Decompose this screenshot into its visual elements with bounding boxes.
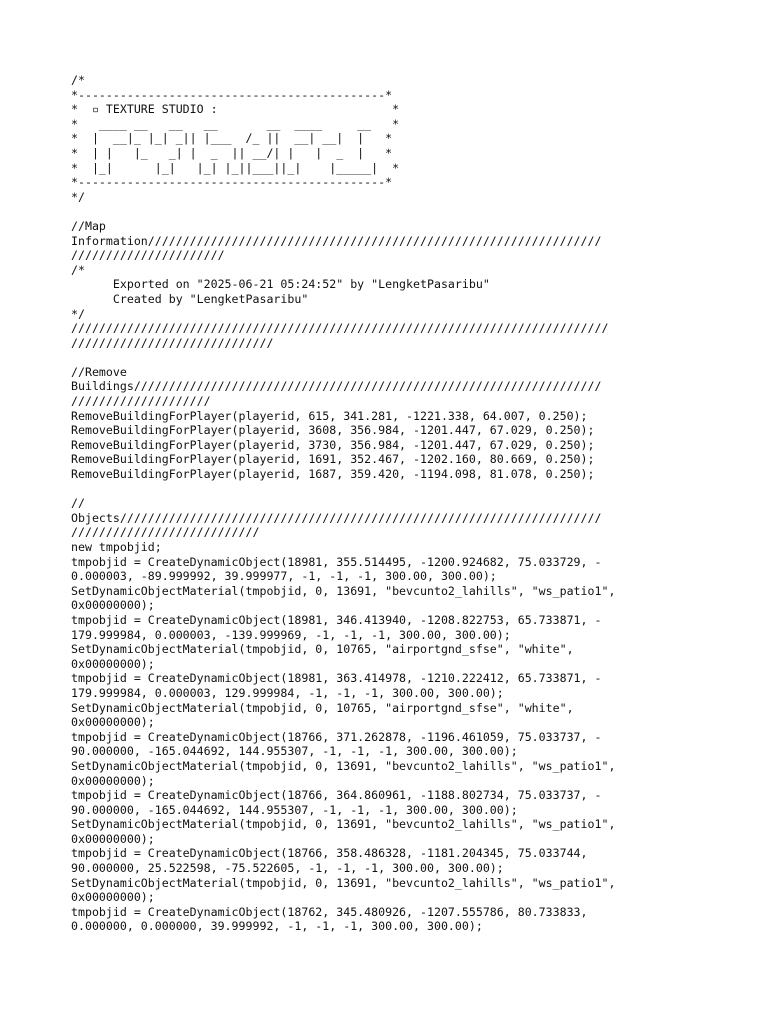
header-comment-block: [71, 73, 711, 204]
code-line: */: [71, 306, 85, 321]
code-line: SetDynamicObjectMaterial(tmpobjid, 0, 13691, "bevcunto2_lahills", "ws_patio1",: [71, 817, 616, 832]
code-line: 90.000000, 25.522598, -75.522605, -1, -1, -1, 300.00, 300.00);: [71, 861, 504, 876]
code-line: RemoveBuildingForPlayer(playerid, 3730, 356.984, -1201.447, 67.029, 0.250);: [71, 437, 595, 452]
code-line: * | __|_ |_| _|| |___ /_ || __| __| | *: [71, 131, 393, 146]
code-line: new tmpobjid;: [71, 540, 162, 554]
code-line: *--------------------------------------------*: [71, 87, 393, 102]
code-line: Buildings///////////////////////////////////////////////////////////////////: [71, 379, 602, 394]
code-line: ////////////////////: [71, 394, 211, 409]
code-line: tmpobjid = CreateDynamicObject(18981, 346.413940, -1208.822753, 65.733871, -: [71, 612, 602, 627]
code-line: 90.000000, -165.044692, 144.955307, -1, -1, -1, 300.00, 300.00);: [71, 802, 518, 817]
code-line: 0x00000000);: [71, 598, 155, 613]
code-line: * ____ __ __ __ __ ____ __ *: [71, 116, 400, 131]
code-line: 0x00000000);: [71, 773, 155, 788]
remove-buildings-section: [71, 365, 711, 482]
code-line: Information/////////////////////////////////////////////////////////////////: [71, 233, 602, 248]
code-line: SetDynamicObjectMaterial(tmpobjid, 0, 10765, "airportgnd_sfse", "white",: [71, 700, 574, 715]
code-line: //Map: [71, 218, 106, 233]
code-line: ///////////////////////////: [71, 525, 260, 540]
code-line: /*: [71, 262, 85, 277]
document-page: [71, 73, 711, 934]
code-line: RemoveBuildingForPlayer(playerid, 1691, 352.467, -1202.160, 80.669, 0.250);: [71, 452, 595, 467]
code-line: SetDynamicObjectMaterial(tmpobjid, 0, 13691, "bevcunto2_lahills", "ws_patio1",: [71, 583, 616, 598]
code-line: 179.999984, 0.000003, 129.999984, -1, -1, -1, 300.00, 300.00);: [71, 685, 504, 700]
code-line: /////////////////////////////: [71, 335, 274, 350]
code-line: SetDynamicObjectMaterial(tmpobjid, 0, 10765, "airportgnd_sfse", "white",: [71, 642, 574, 657]
code-line: 0x00000000);: [71, 890, 155, 905]
code-line: * |_| |_| |_| |_||___||_| |_____| *: [71, 160, 400, 175]
code-line: 0x00000000);: [71, 831, 155, 846]
code-line: * ▫ TEXTURE STUDIO : *: [71, 102, 400, 117]
code-line: /*: [71, 73, 85, 87]
code-line: 0.000003, -89.999992, 39.999977, -1, -1, -1, 300.00, 300.00);: [71, 569, 497, 584]
code-line: 0x00000000);: [71, 656, 155, 671]
code-line: SetDynamicObjectMaterial(tmpobjid, 0, 13691, "bevcunto2_lahills", "ws_patio1",: [71, 758, 616, 773]
objects-section: [71, 496, 711, 934]
code-line: tmpobjid = CreateDynamicObject(18762, 345.480926, -1207.555786, 80.733833,: [71, 904, 588, 919]
code-line: tmpobjid = CreateDynamicObject(18981, 363.414978, -1210.222412, 65.733871, -: [71, 671, 602, 686]
code-line: RemoveBuildingForPlayer(playerid, 615, 341.281, -1221.338, 64.007, 0.250);: [71, 408, 588, 423]
code-line: */: [71, 189, 85, 204]
blank-line: [71, 350, 711, 365]
blank-line: [71, 482, 711, 497]
code-line: *--------------------------------------------*: [71, 175, 393, 190]
code-line: tmpobjid = CreateDynamicObject(18766, 358.486328, -1181.204345, 75.033744,: [71, 846, 588, 861]
code-line: * | | |_ _| | _ || __/| | | _ | *: [71, 145, 393, 160]
code-line: 90.000000, -165.044692, 144.955307, -1, -1, -1, 300.00, 300.00);: [71, 744, 518, 759]
code-line: RemoveBuildingForPlayer(playerid, 3608, 356.984, -1201.447, 67.029, 0.250);: [71, 423, 595, 438]
code-line: Created by "LengketPasaribu": [71, 291, 309, 306]
code-line: //////////////////////: [71, 248, 225, 263]
code-line: tmpobjid = CreateDynamicObject(18766, 371.262878, -1196.461059, 75.033737, -: [71, 729, 602, 744]
code-line: 179.999984, 0.000003, -139.999969, -1, -1, -1, 300.00, 300.00);: [71, 627, 511, 642]
code-line: 0x00000000);: [71, 715, 155, 730]
code-line: Objects/////////////////////////////////////////////////////////////////////: [71, 510, 602, 525]
code-line: //Remove: [71, 364, 127, 379]
code-line: /////////////////////////////////////////////////////////////////////////////: [71, 321, 609, 336]
code-line: //: [71, 496, 85, 511]
code-line: tmpobjid = CreateDynamicObject(18981, 355.514495, -1200.924682, 75.033729, -: [71, 554, 602, 569]
map-information-section: [71, 219, 711, 350]
code-line: RemoveBuildingForPlayer(playerid, 1687, 359.420, -1194.098, 81.078, 0.250);: [71, 467, 595, 482]
code-line: SetDynamicObjectMaterial(tmpobjid, 0, 13691, "bevcunto2_lahills", "ws_patio1",: [71, 875, 616, 890]
code-line: 0.000000, 0.000000, 39.999992, -1, -1, -1, 300.00, 300.00);: [71, 919, 483, 934]
code-line: tmpobjid = CreateDynamicObject(18766, 364.860961, -1188.802734, 75.033737, -: [71, 788, 602, 803]
code-line: Exported on "2025-06-21 05:24:52" by "LengketPasaribu": [71, 277, 490, 292]
blank-line: [71, 204, 711, 219]
